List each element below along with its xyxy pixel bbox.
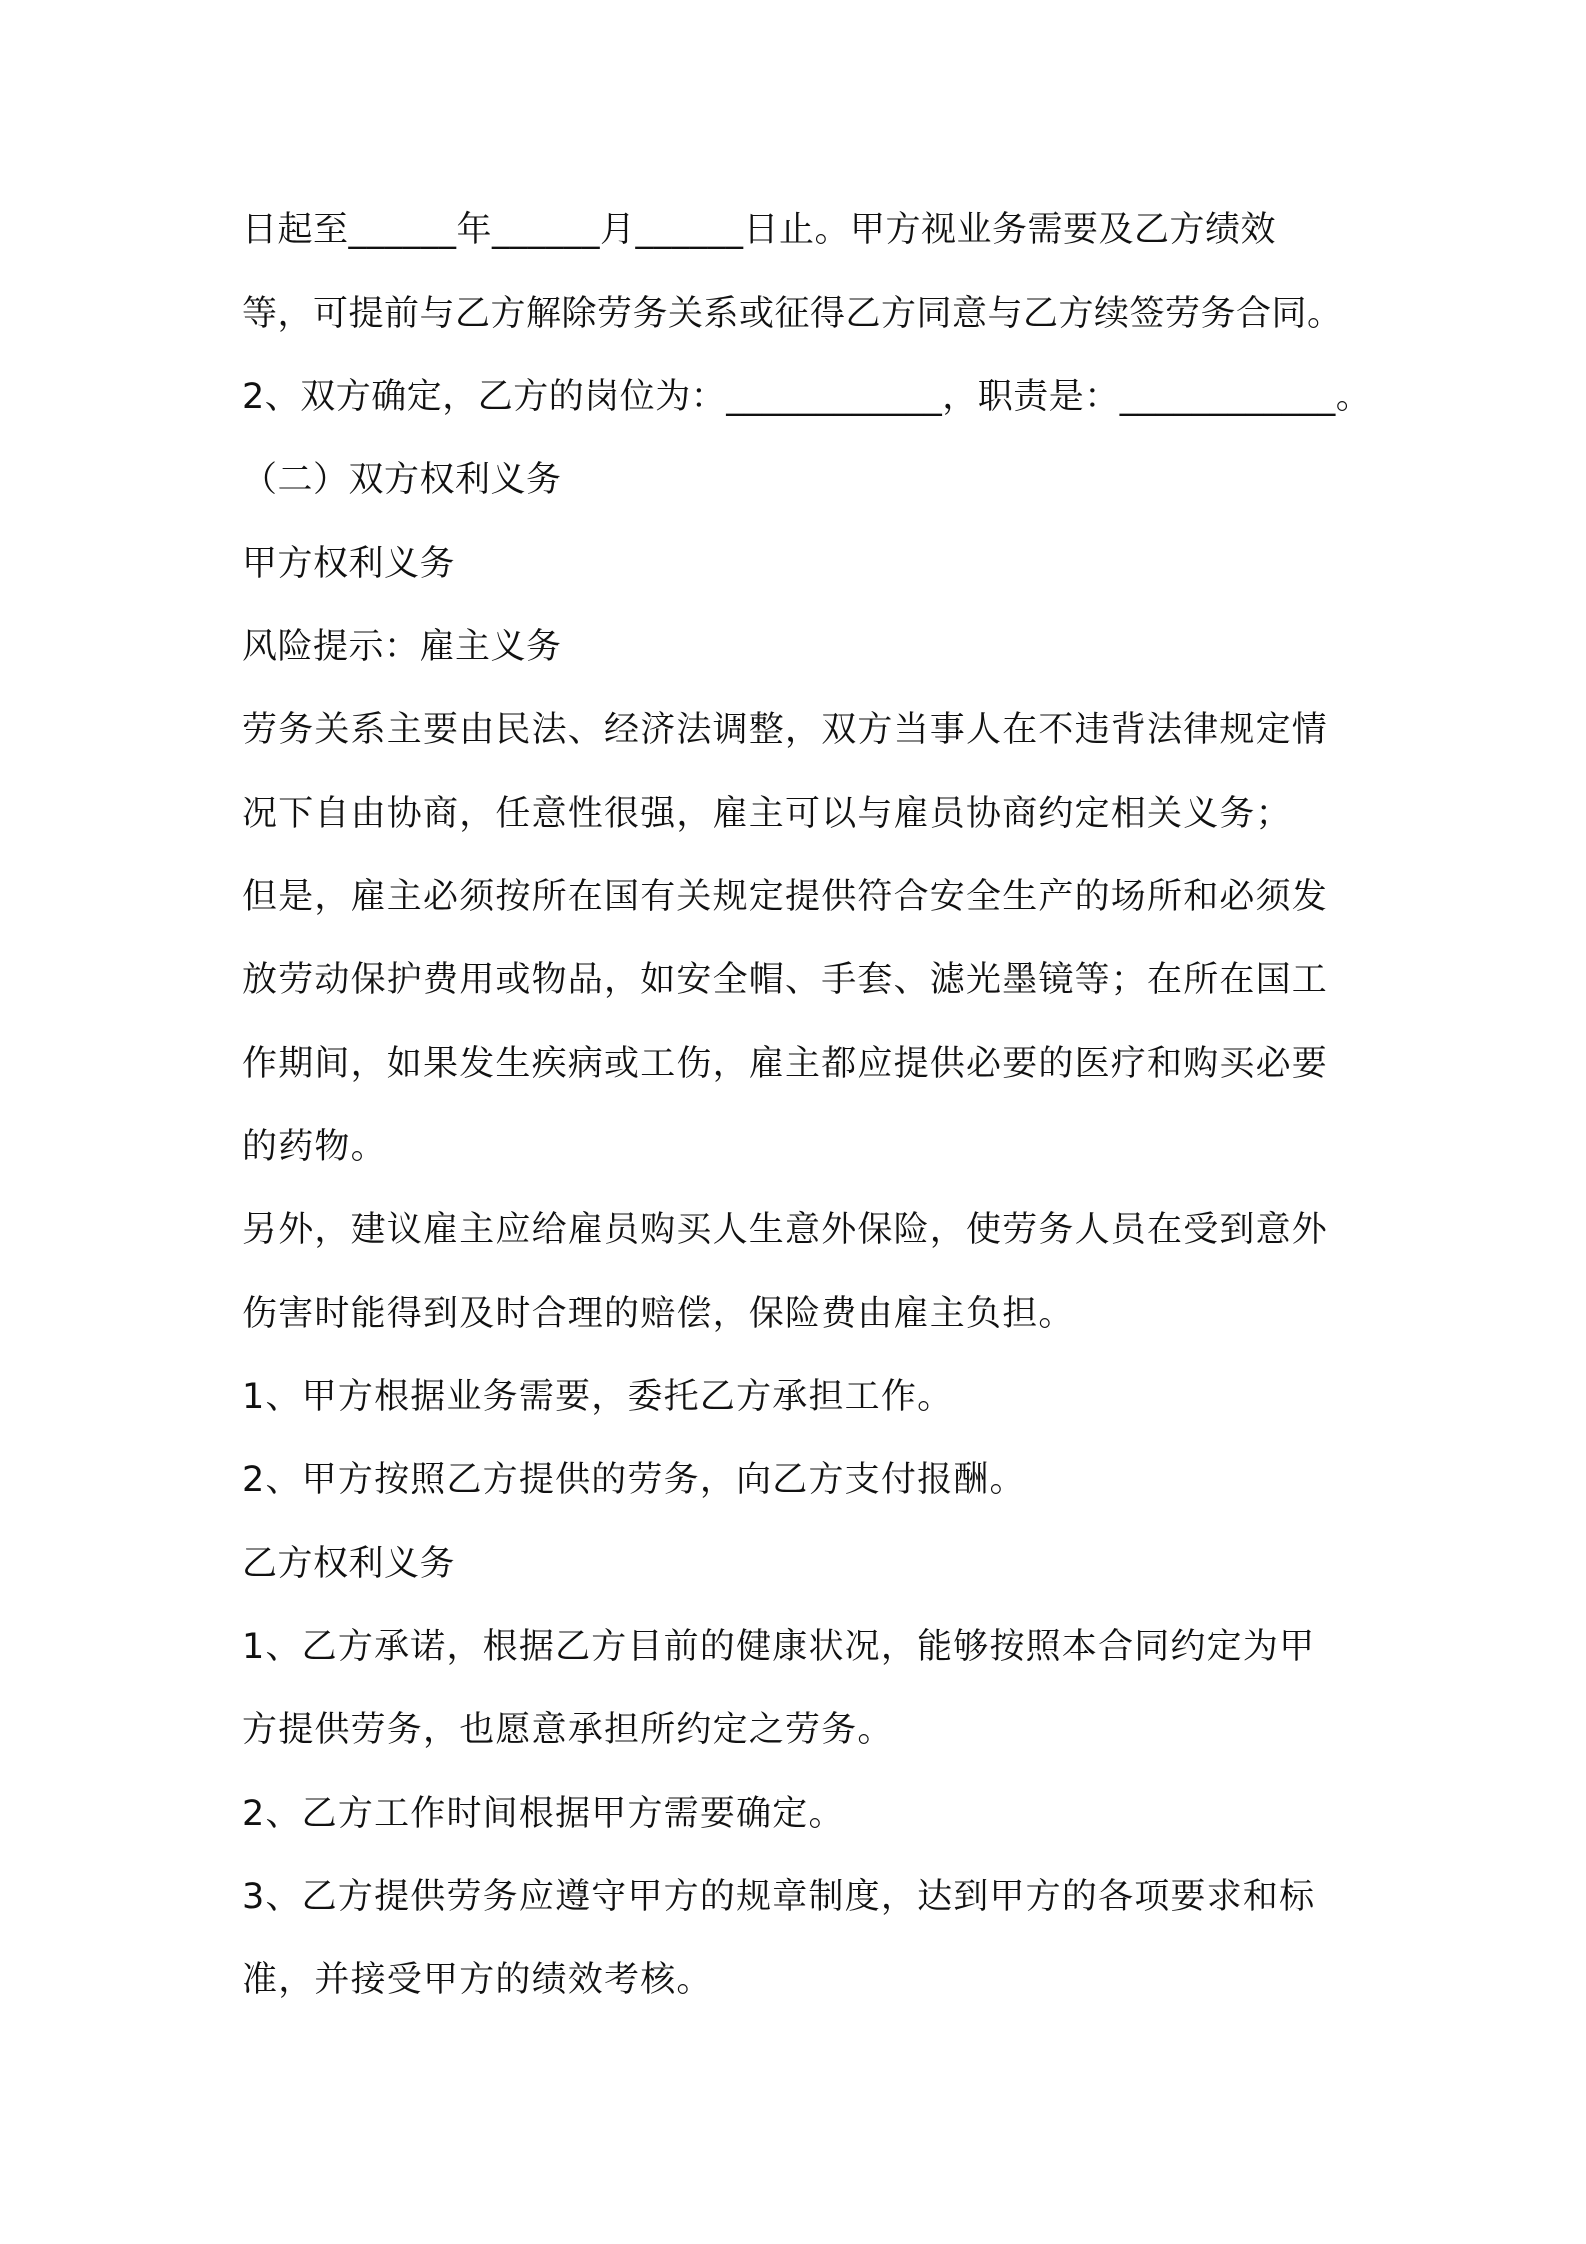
list-item: 1、乙方承诺，根据乙方目前的健康状况，能够按照本合同约定为甲 xyxy=(242,1627,1316,1667)
text-line: 作期间，如果发生疾病或工伤，雇主都应提供必要的医疗和购买必要 xyxy=(242,1044,1329,1084)
subsection-heading: 乙方权利义务 xyxy=(242,1544,456,1584)
text-line: 等，可提前与乙方解除劳务关系或征得乙方同意与乙方续签劳务合同。 xyxy=(242,294,1343,334)
list-item: 2、甲方按照乙方提供的劳务，向乙方支付报酬。 xyxy=(242,1460,1026,1500)
risk-notice-heading: 风险提示：雇主义务 xyxy=(242,627,562,667)
text-line: 2、双方确定，乙方的岗位为：____________，职责是：____________。 xyxy=(242,377,1372,417)
list-item: 1、甲方根据业务需要，委托乙方承担工作。 xyxy=(242,1377,954,1417)
text-line: 劳务关系主要由民法、经济法调整，双方当事人在不违背法律规定情 xyxy=(242,710,1329,750)
text-line: 方提供劳务，也愿意承担所约定之劳务。 xyxy=(242,1710,894,1750)
text-line: 伤害时能得到及时合理的赔偿，保险费由雇主负担。 xyxy=(242,1294,1075,1334)
text-line: 放劳动保护费用或物品，如安全帽、手套、滤光墨镜等；在所在国工 xyxy=(242,960,1329,1000)
text-line: 的药物。 xyxy=(242,1127,387,1167)
list-item: 2、乙方工作时间根据甲方需要确定。 xyxy=(242,1794,845,1834)
list-item: 3、乙方提供劳务应遵守甲方的规章制度，达到甲方的各项要求和标 xyxy=(242,1877,1316,1917)
text-line: 况下自由协商，任意性很强，雇主可以与雇员协商约定相关义务； xyxy=(242,794,1292,834)
text-line: 另外，建议雇主应给雇员购买人生意外保险，使劳务人员在受到意外 xyxy=(242,1210,1329,1250)
subsection-heading: 甲方权利义务 xyxy=(242,544,456,584)
text-line: 准，并接受甲方的绩效考核。 xyxy=(242,1960,713,2000)
text-line: 日起至______年______月______日止。甲方视业务需要及乙方绩效 xyxy=(242,210,1277,250)
text-line: 但是，雇主必须按所在国有关规定提供符合安全生产的场所和必须发 xyxy=(242,877,1329,917)
section-heading: （二）双方权利义务 xyxy=(242,460,562,500)
